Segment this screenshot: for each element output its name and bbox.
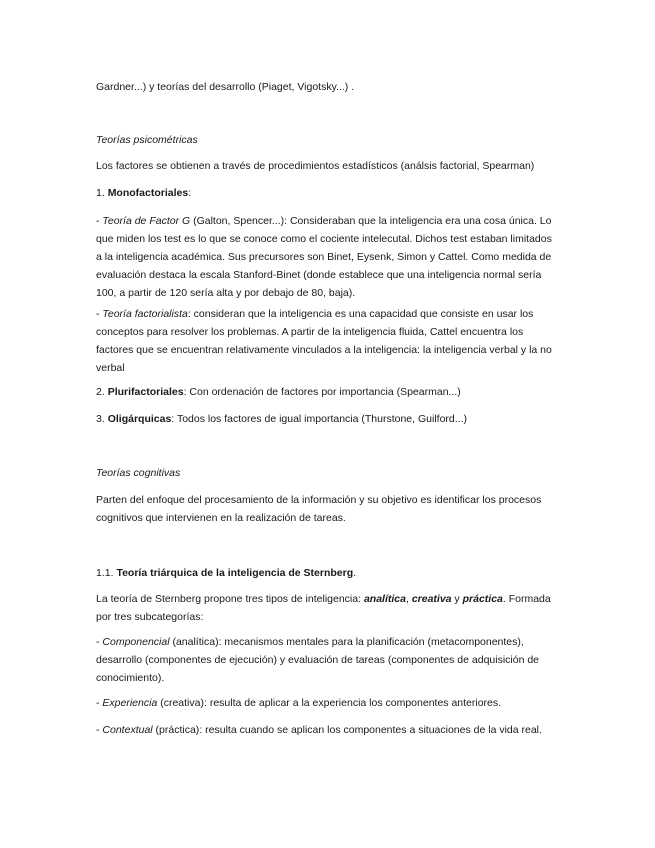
factor-g-paragraph: - Teoría de Factor G (Galton, Spencer...): Consideraban que la inteligencia era una cosa única. Lo que miden los test es lo que se conoce como el cociente intelecutal. Dichos test estaban limitados a la inteligencia académica. Sus precursores son Binet, Eysenk, Simon y Cattel. Como medida de evaluación destaca la escala Stanford-Binet (donde establece que una inteligencia normal sería 100, a partir de 120 sería alta y por debajo de 80, baja). <box>96 215 552 299</box>
oligarquicas-paragraph: 3. Oligárquicas: Todos los factores de igual importancia (Thurstone, Guilford...) <box>96 413 467 425</box>
experiencia-paragraph: - Experiencia (creativa): resulta de aplicar a la experiencia los componentes anteriores. <box>96 697 502 709</box>
heading-teorias-cognitivas: Teorías cognitivas <box>96 467 181 479</box>
factores-paragraph: Los factores se obtienen a través de procedimientos estadísticos (análsis factorial, Spearman) <box>96 160 535 172</box>
intro-paragraph: Gardner...) y teorías del desarrollo (Piaget, Vigotsky...) . <box>96 81 355 93</box>
monofactoriales-heading: 1. Monofactoriales: <box>96 187 192 199</box>
componencial-paragraph: - Componencial (analítica): mecanismos mentales para la planificación (metacomponentes), desarrollo (componentes de ejecución) y evaluación de tareas (componentes de adquisición de conocimiento). <box>96 636 540 684</box>
sternberg-heading: 1.1. Teoría triárquica de la inteligencia de Sternberg. <box>96 567 357 579</box>
sternberg-paragraph: La teoría de Sternberg propone tres tipos de inteligencia: analítica, creativa y práctica. Formada por tres subcategorías: <box>96 593 551 623</box>
contextual-paragraph: - Contextual (práctica): resulta cuando se aplican los componentes a situaciones de la vida real. <box>96 724 542 736</box>
heading-teorias-psicometricas: Teorías psicométricas <box>96 134 198 146</box>
cognitivas-paragraph: Parten del enfoque del procesamiento de la información y su objetivo es identificar los procesos cognitivos que intervienen en la realización de tareas. <box>96 494 542 524</box>
plurifactoriales-paragraph: 2. Plurifactoriales: Con ordenación de factores por importancia (Spearman...) <box>96 386 461 398</box>
factorialista-paragraph: - Teoría factorialista: consideran que la inteligencia es una capacidad que consiste en usar los conceptos para resolver los problemas. A partir de la inteligencia fluida, Cattel encuentra los factores que se encuentran relativamente vinculados a la inteligencia: la inteligencia verbal y la no verbal <box>96 308 552 374</box>
